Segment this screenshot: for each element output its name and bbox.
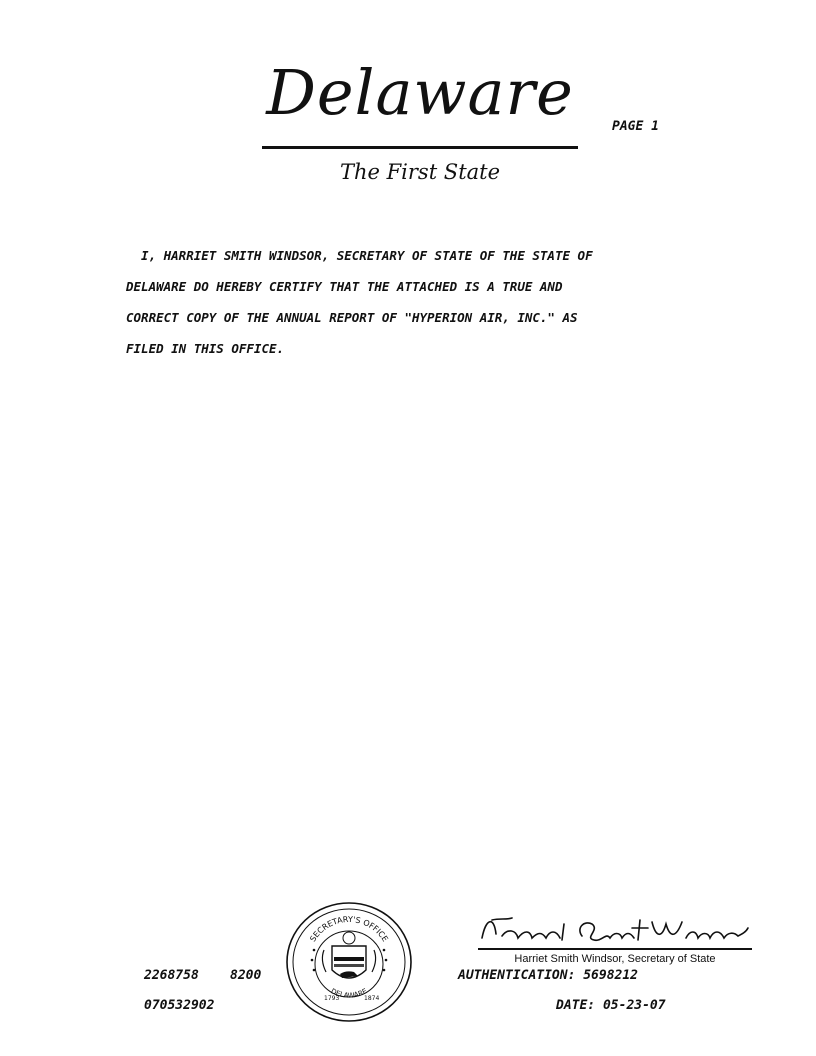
authentication-number: AUTHENTICATION: 5698212 [458,968,639,983]
certification-text [126,240,756,364]
signature-rule [478,948,752,950]
filing-date: DATE: 05-23-07 [556,998,666,1013]
signature-caption: Harriet Smith Windsor, Secretary of State [514,953,716,965]
document-number: 070532902 [144,998,215,1013]
filing-code: 8200 [230,968,262,983]
state-motto: The First State [339,160,501,184]
page-number: PAGE 1 [612,119,659,134]
certification-line: DELAWARE DO HEREBY CERTIFY THAT THE ATTACHED IS A TRUE AND [126,279,563,294]
signature-icon [472,908,752,948]
seal-year-right: 1874 [364,995,380,1002]
certification-line: FILED IN THIS OFFICE. [126,341,285,356]
file-number: 2268758 [144,968,199,983]
certification-line: I, HARRIET SMITH WINDSOR, SECRETARY OF STATE OF THE STATE OF [126,248,593,263]
svg-text:SECRETARY'S OFFICE [308,915,390,944]
state-title: Delaware [266,56,574,129]
title-rule [262,146,578,149]
seal-bottom-text: DELAWARE [329,987,369,1000]
certification-line: CORRECT COPY OF THE ANNUAL REPORT OF "HYPERION AIR, INC." AS [126,310,578,325]
seal-year: 1793 [324,995,340,1002]
seal-top-text: SECRETARY'S OFFICE [308,914,390,944]
state-seal-icon [284,900,414,1024]
